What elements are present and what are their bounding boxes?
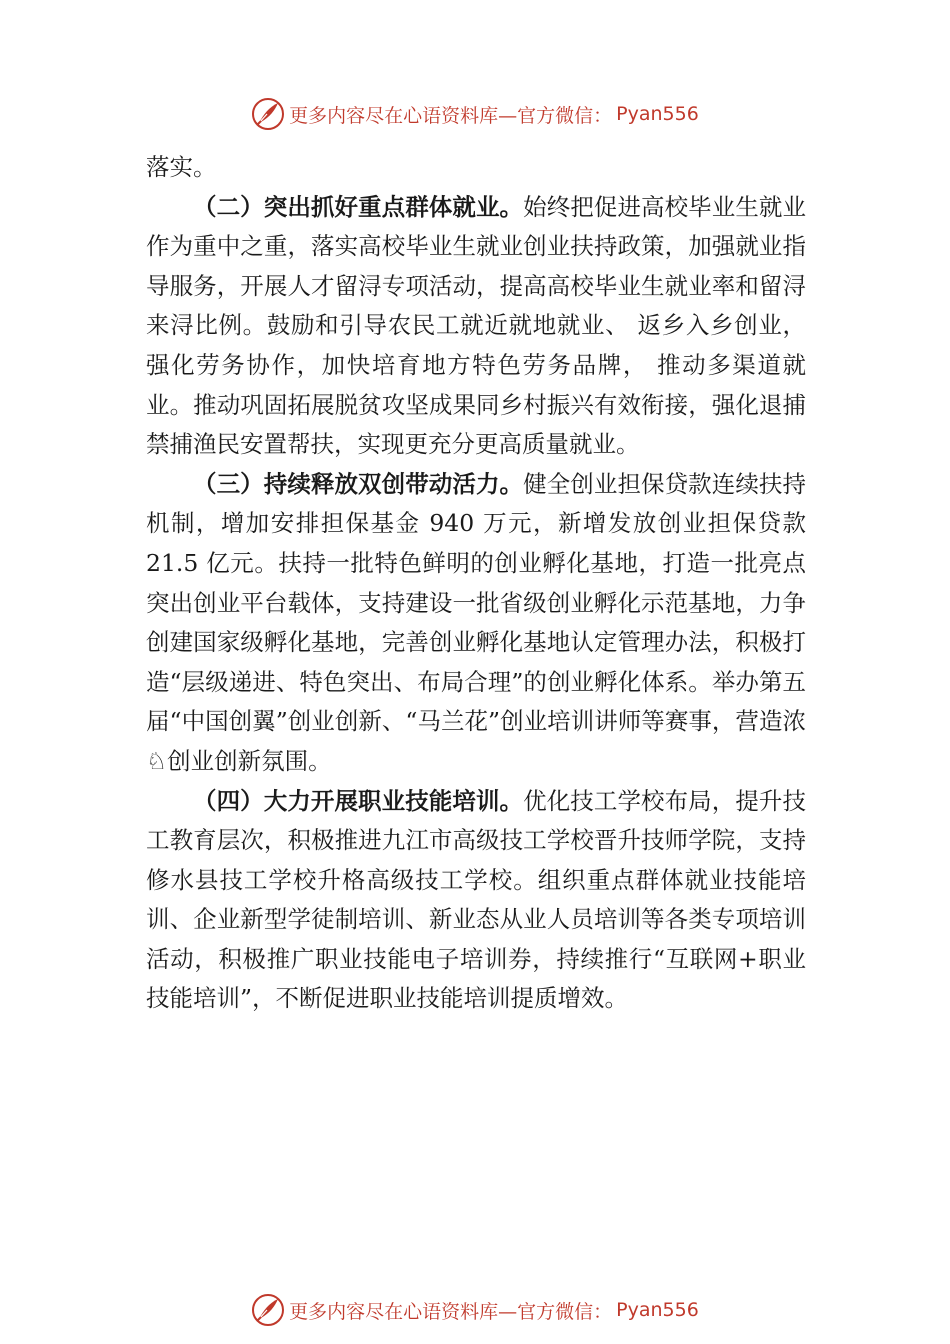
paragraph-body: 优化技工学校布局，提升技工教育层次，积极推进九江市高级技工学校晋升技师学院，支持修水县技工学校升格高级技工学校。组织重点群体就业技能培训、企业新型学徒制培训、新业态从业人员培训等各类专项培训活动，积极推广职业技能电子培训券，持续推行“互联网+职业技能培训”，不断促进职业技能培训提质增效。: [146, 786, 807, 1013]
footer-ad-text: 更多内容尽在心语资料库—官方微信：: [289, 1300, 613, 1323]
paragraph-body: 健全创业担保贷款连续扶持机制，增加安排担保基金 940 万元，新增发放创业担保贷款 21.5 亿元。扶持一批特色鲜明的创业孵化基地，打造一批亮点突出创业平台载体，支持建设一批省级创业孵化示范基地，力争创建国家级孵化基地，完善创业孵化基地认定管理办法，积极打造“层级递进、特色突出、布局合理”的创业孵化体系。举办第五届“中国创翼”创业创新、“马兰花”创业培训讲师等赛事，营造浓♘创业创新氛围。: [146, 469, 807, 775]
section-heading: （四）大力开展职业技能培训。: [193, 786, 524, 815]
paragraph-body: 始终把促进高校毕业生就业作为重中之重，落实高校毕业生就业创业扶持政策，加强就业指导服务，开展人才留浔专项活动，提高高校毕业生就业率和留浔来浔比例。鼓励和引导农民工就近就地就业、 返乡入乡创业，强化劳务协作，加快培育地方特色劳务品牌， 推动多渠道就业。推动巩固拓展脱贫攻坚成果同乡村振兴有效衔接，强化退捕禁捕渔民安置帮扶，实现更充分更高质量就业。: [146, 192, 807, 459]
paragraph-body: 落实。: [146, 153, 217, 181]
paragraph-section-2: [146, 188, 806, 465]
section-heading: （二）突出抓好重点群体就业。: [193, 192, 524, 221]
footer-banner: [0, 1290, 950, 1330]
document-body: [146, 148, 806, 1019]
footer-wechat-id: Pyan556: [616, 1299, 699, 1321]
header-banner: [0, 94, 950, 134]
paragraph-section-4: [146, 782, 806, 1020]
quill-logo-icon: [251, 1293, 285, 1327]
section-heading: （三）持续释放双创带动活力。: [193, 469, 524, 498]
paragraph-continuation: [146, 148, 806, 188]
quill-logo-icon: [251, 97, 285, 131]
header-wechat-id: Pyan556: [616, 103, 699, 125]
paragraph-section-3: [146, 465, 806, 782]
header-ad-text: 更多内容尽在心语资料库—官方微信：: [289, 104, 613, 127]
